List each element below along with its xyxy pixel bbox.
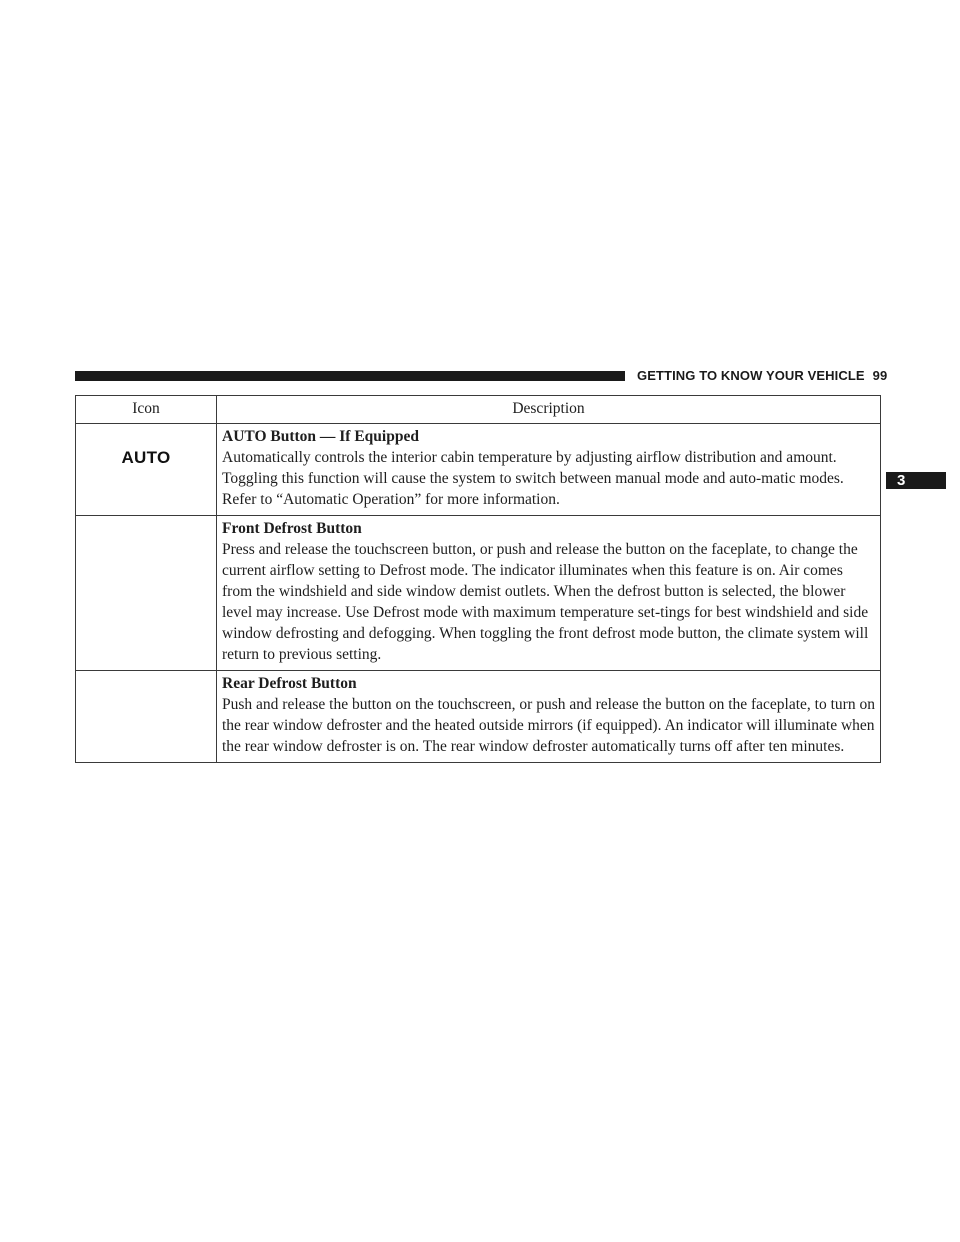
table-header-row: [76, 396, 881, 424]
description-cell: [217, 516, 881, 671]
table-row: [76, 671, 881, 763]
row-title: Rear Defrost Button: [222, 675, 357, 692]
climate-controls-table: [75, 395, 881, 763]
table-row: [76, 424, 881, 516]
icon-cell: [76, 516, 217, 671]
row-title: AUTO Button — If Equipped: [222, 428, 419, 445]
description-cell: [217, 671, 881, 763]
description-cell: [217, 424, 881, 516]
row-text: Automatically controls the interior cabin temperature by adjusting airflow distribution and amount. Toggling this function will cause the system to switch between manual mode and auto-matic modes. Refer to “Automatic Operation” for more information.: [222, 449, 844, 508]
auto-icon: AUTO: [121, 448, 171, 467]
front-defrost-icon: [146, 531, 147, 532]
row-text: Push and release the button on the touchscreen, or push and release the button on the faceplate, to turn on the rear window defroster and the heated outside mirrors (if equipped). An indicator will illuminate when the rear window defroster is on. The rear window defroster automatically turns off after ten minutes.: [222, 696, 875, 755]
rear-defrost-icon: [146, 686, 147, 687]
column-header-icon: Icon: [76, 396, 217, 424]
chapter-number: 3: [897, 472, 906, 489]
header-rule: [75, 371, 625, 381]
section-title: GETTING TO KNOW YOUR VEHICLE: [637, 368, 865, 383]
page-number: 99: [872, 368, 888, 383]
row-title: Front Defrost Button: [222, 520, 362, 537]
chapter-tab: [886, 472, 946, 489]
column-header-description: Description: [217, 396, 881, 424]
icon-cell: [76, 424, 217, 516]
running-header: [637, 368, 887, 383]
table-row: [76, 516, 881, 671]
row-text: Press and release the touchscreen button, or push and release the button on the faceplate, to change the current airflow setting to Defrost mode. The indicator illuminates when this feature is on. Air comes from the windshield and side window demist outlets. When the defrost button is selected, the blower level may increase. Use Defrost mode with maximum temperature set-tings for best windshield and side window defrosting and defogging. When toggling the front defrost mode button, the climate system will return to previous setting.: [222, 541, 869, 663]
icon-cell: [76, 671, 217, 763]
